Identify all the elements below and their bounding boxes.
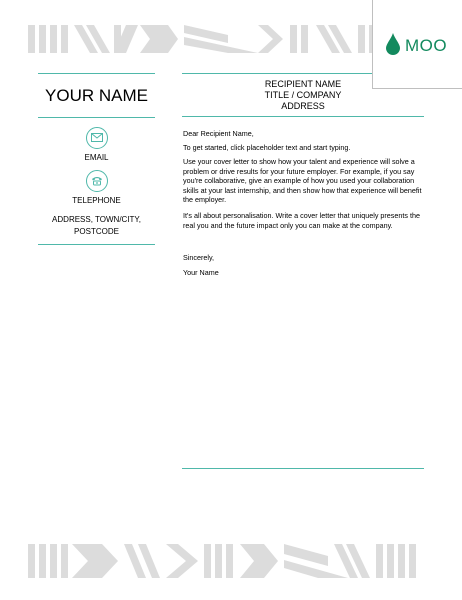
recipient-top-rule xyxy=(182,73,372,74)
address-line-2[interactable]: POSTCODE xyxy=(74,227,119,236)
name-top-rule xyxy=(38,73,155,74)
letter-paragraph-3[interactable]: It's all about personalisation. Write a cover letter that uniquely presents the real you and the future impact only you can make at the company. xyxy=(183,211,420,230)
phone-icon xyxy=(91,176,103,186)
telephone-icon-circle xyxy=(86,170,108,192)
decorative-band-bottom xyxy=(28,544,424,578)
letter-paragraph-2[interactable]: Use your cover letter to show how your talent and experience will solve a problem or drive results for your future employer. For example, if you say you're collaborative, give an example of how you used your collaboration skills at your last internship, and then show how that experience will benefit the employer. xyxy=(183,157,422,205)
recipient-title-company[interactable]: TITLE / COMPANY xyxy=(264,90,342,100)
email-label[interactable]: EMAIL xyxy=(84,153,109,162)
sender-name[interactable]: YOUR NAME xyxy=(45,86,148,105)
name-bottom-rule xyxy=(38,117,155,118)
logo-box xyxy=(372,0,462,89)
email-icon-circle xyxy=(86,127,108,149)
drop-logo-icon xyxy=(386,33,400,55)
letter-salutation[interactable]: Dear Recipient Name, xyxy=(183,129,254,138)
decorative-band-top xyxy=(28,25,424,53)
logo-text: MOO xyxy=(405,36,448,55)
recipient-address[interactable]: ADDRESS xyxy=(281,101,325,111)
recipient-bottom-rule xyxy=(182,116,424,117)
telephone-label[interactable]: TELEPHONE xyxy=(72,196,121,205)
address-bottom-rule xyxy=(38,244,155,245)
envelope-icon xyxy=(91,133,103,143)
letter-signature[interactable]: Your Name xyxy=(183,268,219,277)
recipient-name[interactable]: RECIPIENT NAME xyxy=(264,79,342,89)
letter-paragraph-1[interactable]: To get started, click placeholder text and start typing. xyxy=(183,143,351,152)
letter-closing[interactable]: Sincerely, xyxy=(183,253,215,262)
address-line-1[interactable]: ADDRESS, TOWN/CITY, xyxy=(52,215,141,224)
footer-rule xyxy=(182,468,424,469)
